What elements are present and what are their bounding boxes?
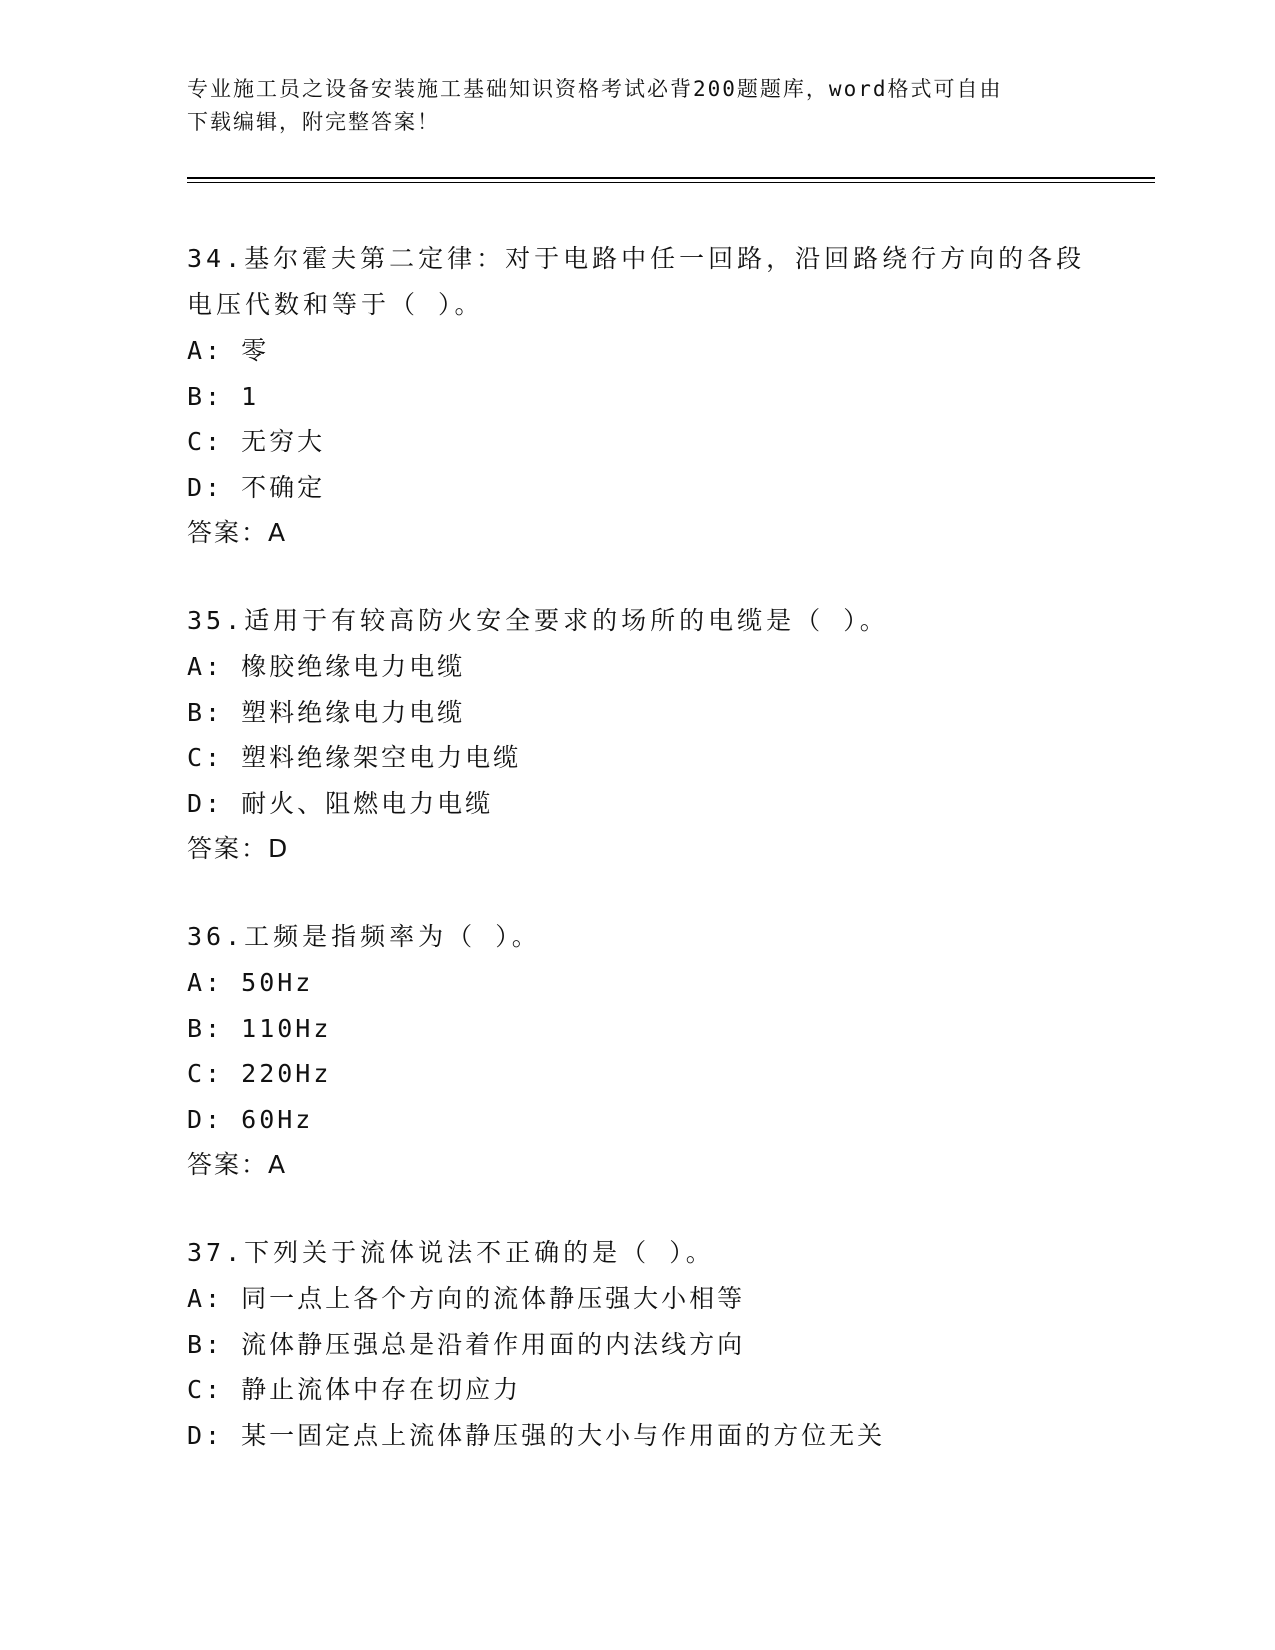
answer-label: 答案：A	[187, 1150, 288, 1179]
question-stem: 35.适用于有较高防火安全要求的场所的电缆是（ ）。	[187, 606, 889, 635]
header-divider-thin	[187, 182, 1155, 183]
option-b: B: 110Hz	[187, 1013, 332, 1043]
option-a: A: 零	[187, 336, 270, 365]
option-a: A: 50Hz	[187, 968, 314, 997]
question-34	[187, 236, 1107, 556]
option-d: D: 不确定	[187, 472, 326, 502]
answer-label: 答案：A	[187, 518, 288, 547]
option-b: B: 1	[187, 381, 260, 411]
header-line-2: 下载编辑，附完整答案！	[187, 110, 440, 134]
option-a: A: 橡胶绝缘电力电缆	[187, 652, 466, 681]
option-d: D: 60Hz	[187, 1104, 314, 1134]
question-stem: 34.基尔霍夫第二定律：对于电路中任一回路，沿回路绕行方向的各段电压代数和等于（ ）。	[187, 244, 1086, 319]
document-header	[187, 73, 1087, 139]
question-35	[187, 598, 1107, 872]
header-line-1: 专业施工员之设备安装施工基础知识资格考试必背200题题库，word格式可自由	[187, 77, 1003, 101]
question-37	[187, 1230, 1107, 1458]
option-d: D: 某一固定点上流体静压强的大小与作用面的方位无关	[187, 1420, 886, 1450]
option-c: C: 无穷大	[187, 427, 326, 456]
option-b: B: 流体静压强总是沿着作用面的内法线方向	[187, 1329, 746, 1359]
header-divider-thick	[187, 177, 1155, 179]
option-c: C: 静止流体中存在切应力	[187, 1375, 522, 1404]
answer-label: 答案：D	[187, 834, 290, 863]
question-stem: 37.下列关于流体说法不正确的是（ ）。	[187, 1238, 715, 1267]
question-list	[187, 236, 1107, 1500]
question-stem: 36.工频是指频率为（ ）。	[187, 922, 541, 951]
option-a: A: 同一点上各个方向的流体静压强大小相等	[187, 1284, 746, 1313]
option-c: C: 塑料绝缘架空电力电缆	[187, 743, 522, 772]
option-c: C: 220Hz	[187, 1059, 332, 1088]
question-36	[187, 914, 1107, 1188]
option-d: D: 耐火、阻燃电力电缆	[187, 788, 494, 818]
option-b: B: 塑料绝缘电力电缆	[187, 697, 466, 727]
